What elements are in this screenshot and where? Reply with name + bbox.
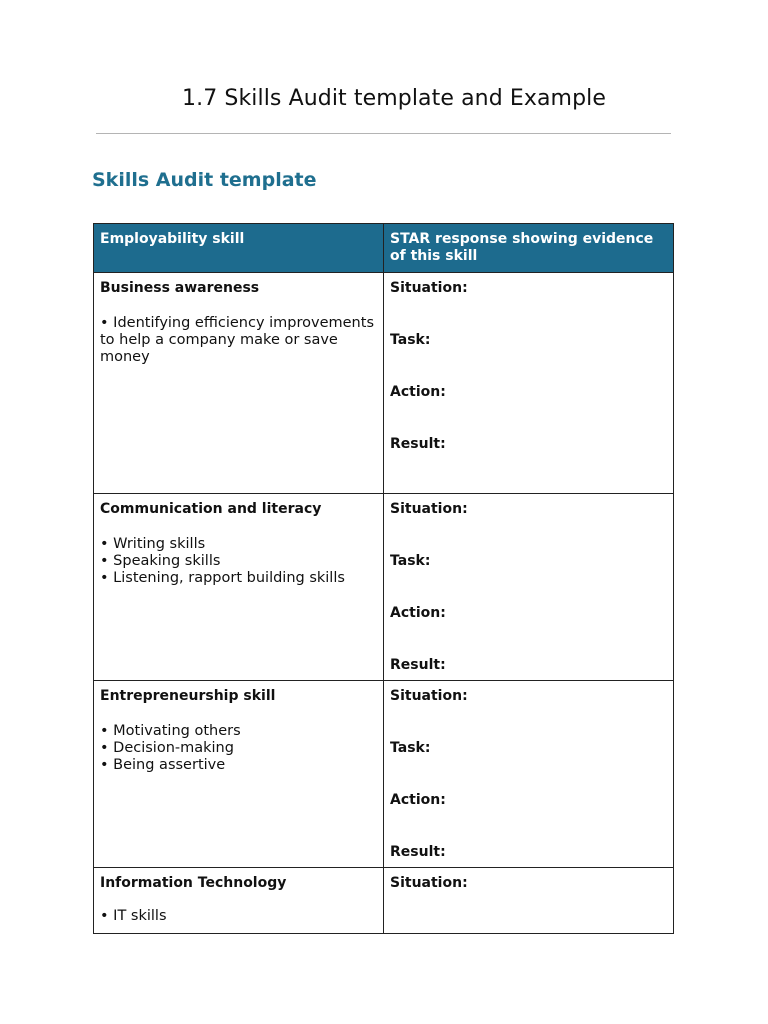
header-star-response: STAR response showing evidence of this skill [384,224,674,273]
task-label: Task: [390,332,431,348]
action-label: Action: [390,792,446,808]
skill-bullet: • Being assertive [100,757,226,773]
skill-cell [94,273,384,494]
skill-bullet: • Motivating others [100,723,241,739]
table-row [94,868,674,934]
skill-bullet: • Speaking skills [100,553,221,569]
title-divider [96,133,671,134]
situation-label: Situation: [390,875,468,891]
result-label: Result: [390,436,446,452]
skill-name: Business awareness [100,280,260,296]
skill-cell [94,494,384,681]
table-row [94,494,674,681]
star-cell [384,494,674,681]
table-row [94,681,674,868]
skill-bullet: • Writing skills [100,536,206,552]
star-cell [384,868,674,934]
star-cell [384,273,674,494]
skill-bullet: • Listening, rapport building skills [100,570,345,586]
skill-name: Communication and literacy [100,501,322,517]
skill-bullet: • Identifying efficiency improvements to help a company make or save money [100,315,374,365]
table-header-row [94,224,674,273]
skill-bullet: • IT skills [100,908,167,924]
situation-label: Situation: [390,501,468,517]
skill-name: Entrepreneurship skill [100,688,276,704]
skill-cell [94,868,384,934]
action-label: Action: [390,605,446,621]
section-heading: Skills Audit template [92,169,317,191]
result-label: Result: [390,844,446,860]
table-row [94,273,674,494]
action-label: Action: [390,384,446,400]
task-label: Task: [390,740,431,756]
header-employability-skill: Employability skill [94,224,384,273]
situation-label: Situation: [390,688,468,704]
situation-label: Situation: [390,280,468,296]
task-label: Task: [390,553,431,569]
star-cell [384,681,674,868]
page-title: 1.7 Skills Audit template and Example [182,86,606,111]
skills-audit-table [93,223,674,934]
skill-name: Information Technology [100,875,287,891]
skill-bullet: • Decision-making [100,740,234,756]
result-label: Result: [390,657,446,673]
skill-cell [94,681,384,868]
